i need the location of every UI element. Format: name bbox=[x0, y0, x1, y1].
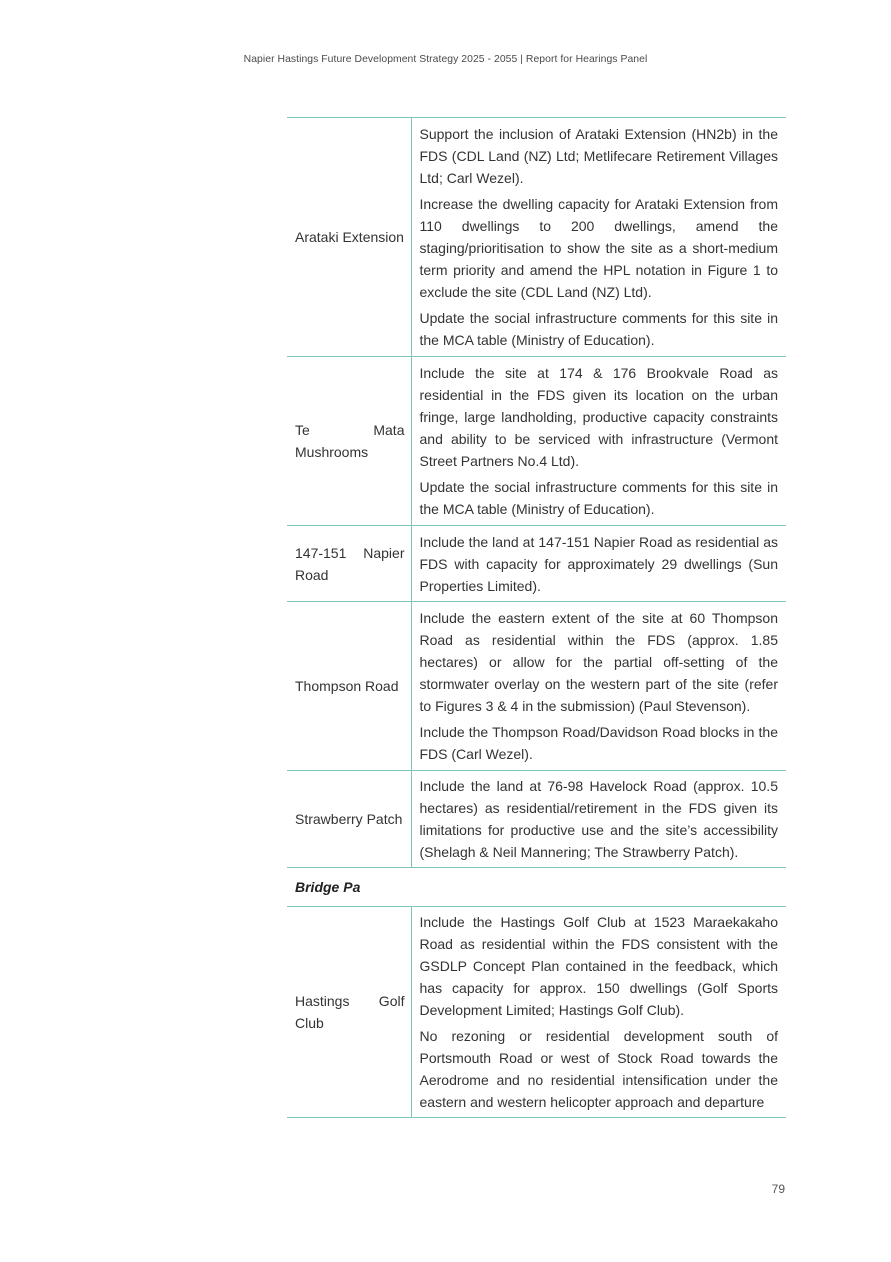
request-text: No rezoning or residential development south of Portsmouth Road or west of Stock Road towards the Aerodrome and no residential intensification under the eastern and western helicopter approach and departure bbox=[419, 1028, 778, 1110]
page-header: Napier Hastings Future Development Strategy 2025 - 2055 | Report for Hearings Panel bbox=[243, 54, 648, 65]
site-name-cell bbox=[287, 526, 411, 602]
request-cell bbox=[411, 602, 786, 771]
request-text: Include the land at 147-151 Napier Road as residential as FDS with capacity for approximately 29 dwellings (Sun Properties Limited). bbox=[419, 533, 778, 594]
request-text: Include the Thompson Road/Davidson Road blocks in the FDS (Carl Wezel). bbox=[419, 724, 778, 762]
table-row bbox=[287, 771, 786, 868]
request-text: Update the social infrastructure comments for this site in the MCA table (Ministry of Education). bbox=[419, 479, 778, 517]
section-heading: Bridge Pa bbox=[287, 868, 786, 907]
site-name-cell bbox=[287, 907, 411, 1118]
request-text: Increase the dwelling capacity for Arataki Extension from 110 dwellings to 200 dwellings, amend the staging/prioritisation to show the site as a short-medium term priority and amend the HPL notation in Figure 1 to exclude the site (CDL Land (NZ) Ltd). bbox=[419, 196, 778, 300]
request-cell bbox=[411, 526, 786, 602]
table-row bbox=[287, 357, 786, 526]
request-text: Include the Hastings Golf Club at 1523 Maraekakaho Road as residential within the FDS consistent with the GSDLP Concept Plan contained in the feedback, which has capacity for approx. 150 dwellings (Golf Sports Development Limited; Hastings Golf Club). bbox=[419, 914, 778, 1018]
site-name: Te Mata Mushrooms bbox=[295, 422, 405, 460]
request-text: Include the site at 174 & 176 Brookvale Road as residential in the FDS given its location on the urban fringe, large landholding, productive capacity constraints and ability to be serviced with infrastructure (Vermont Street Partners No.4 Ltd). bbox=[419, 365, 778, 469]
table-row bbox=[287, 118, 786, 357]
site-name-cell bbox=[287, 771, 411, 868]
request-cell bbox=[411, 771, 786, 868]
request-text: Update the social infrastructure comments for this site in the MCA table (Ministry of Education). bbox=[419, 310, 778, 348]
request-text: Support the inclusion of Arataki Extension (HN2b) in the FDS (CDL Land (NZ) Ltd; Metlifecare Retirement Villages Ltd; Carl Wezel). bbox=[419, 126, 778, 186]
request-cell bbox=[411, 907, 786, 1118]
site-name: Thompson Road bbox=[295, 678, 399, 694]
site-name-cell bbox=[287, 118, 411, 357]
table-row bbox=[287, 907, 786, 1118]
table-row bbox=[287, 602, 786, 771]
request-text: Include the land at 76-98 Havelock Road (approx. 10.5 hectares) as residential/retirement in the FDS given its limitations for productive use and the site’s accessibility (Shelagh & Neil Mannering; The Strawberry Patch). bbox=[419, 778, 778, 860]
site-name: 147-151 Napier Road bbox=[295, 544, 405, 583]
section-heading-row bbox=[287, 868, 786, 907]
site-name-cell bbox=[287, 602, 411, 771]
page-number: 79 bbox=[771, 1182, 785, 1196]
site-name: Hastings Golf Club bbox=[295, 993, 405, 1031]
table-row bbox=[287, 526, 786, 602]
request-cell bbox=[411, 118, 786, 357]
submissions-table bbox=[287, 117, 786, 1118]
site-name: Arataki Extension bbox=[295, 229, 404, 245]
site-name: Strawberry Patch bbox=[295, 811, 403, 827]
request-text: Include the eastern extent of the site at 60 Thompson Road as residential within the FDS (approx. 1.85 hectares) or allow for the partial off-setting of the stormwater overlay on the western part of the site (refer to Figures 3 & 4 in the submission) (Paul Stevenson). bbox=[419, 610, 778, 714]
site-name-cell bbox=[287, 357, 411, 526]
request-cell bbox=[411, 357, 786, 526]
